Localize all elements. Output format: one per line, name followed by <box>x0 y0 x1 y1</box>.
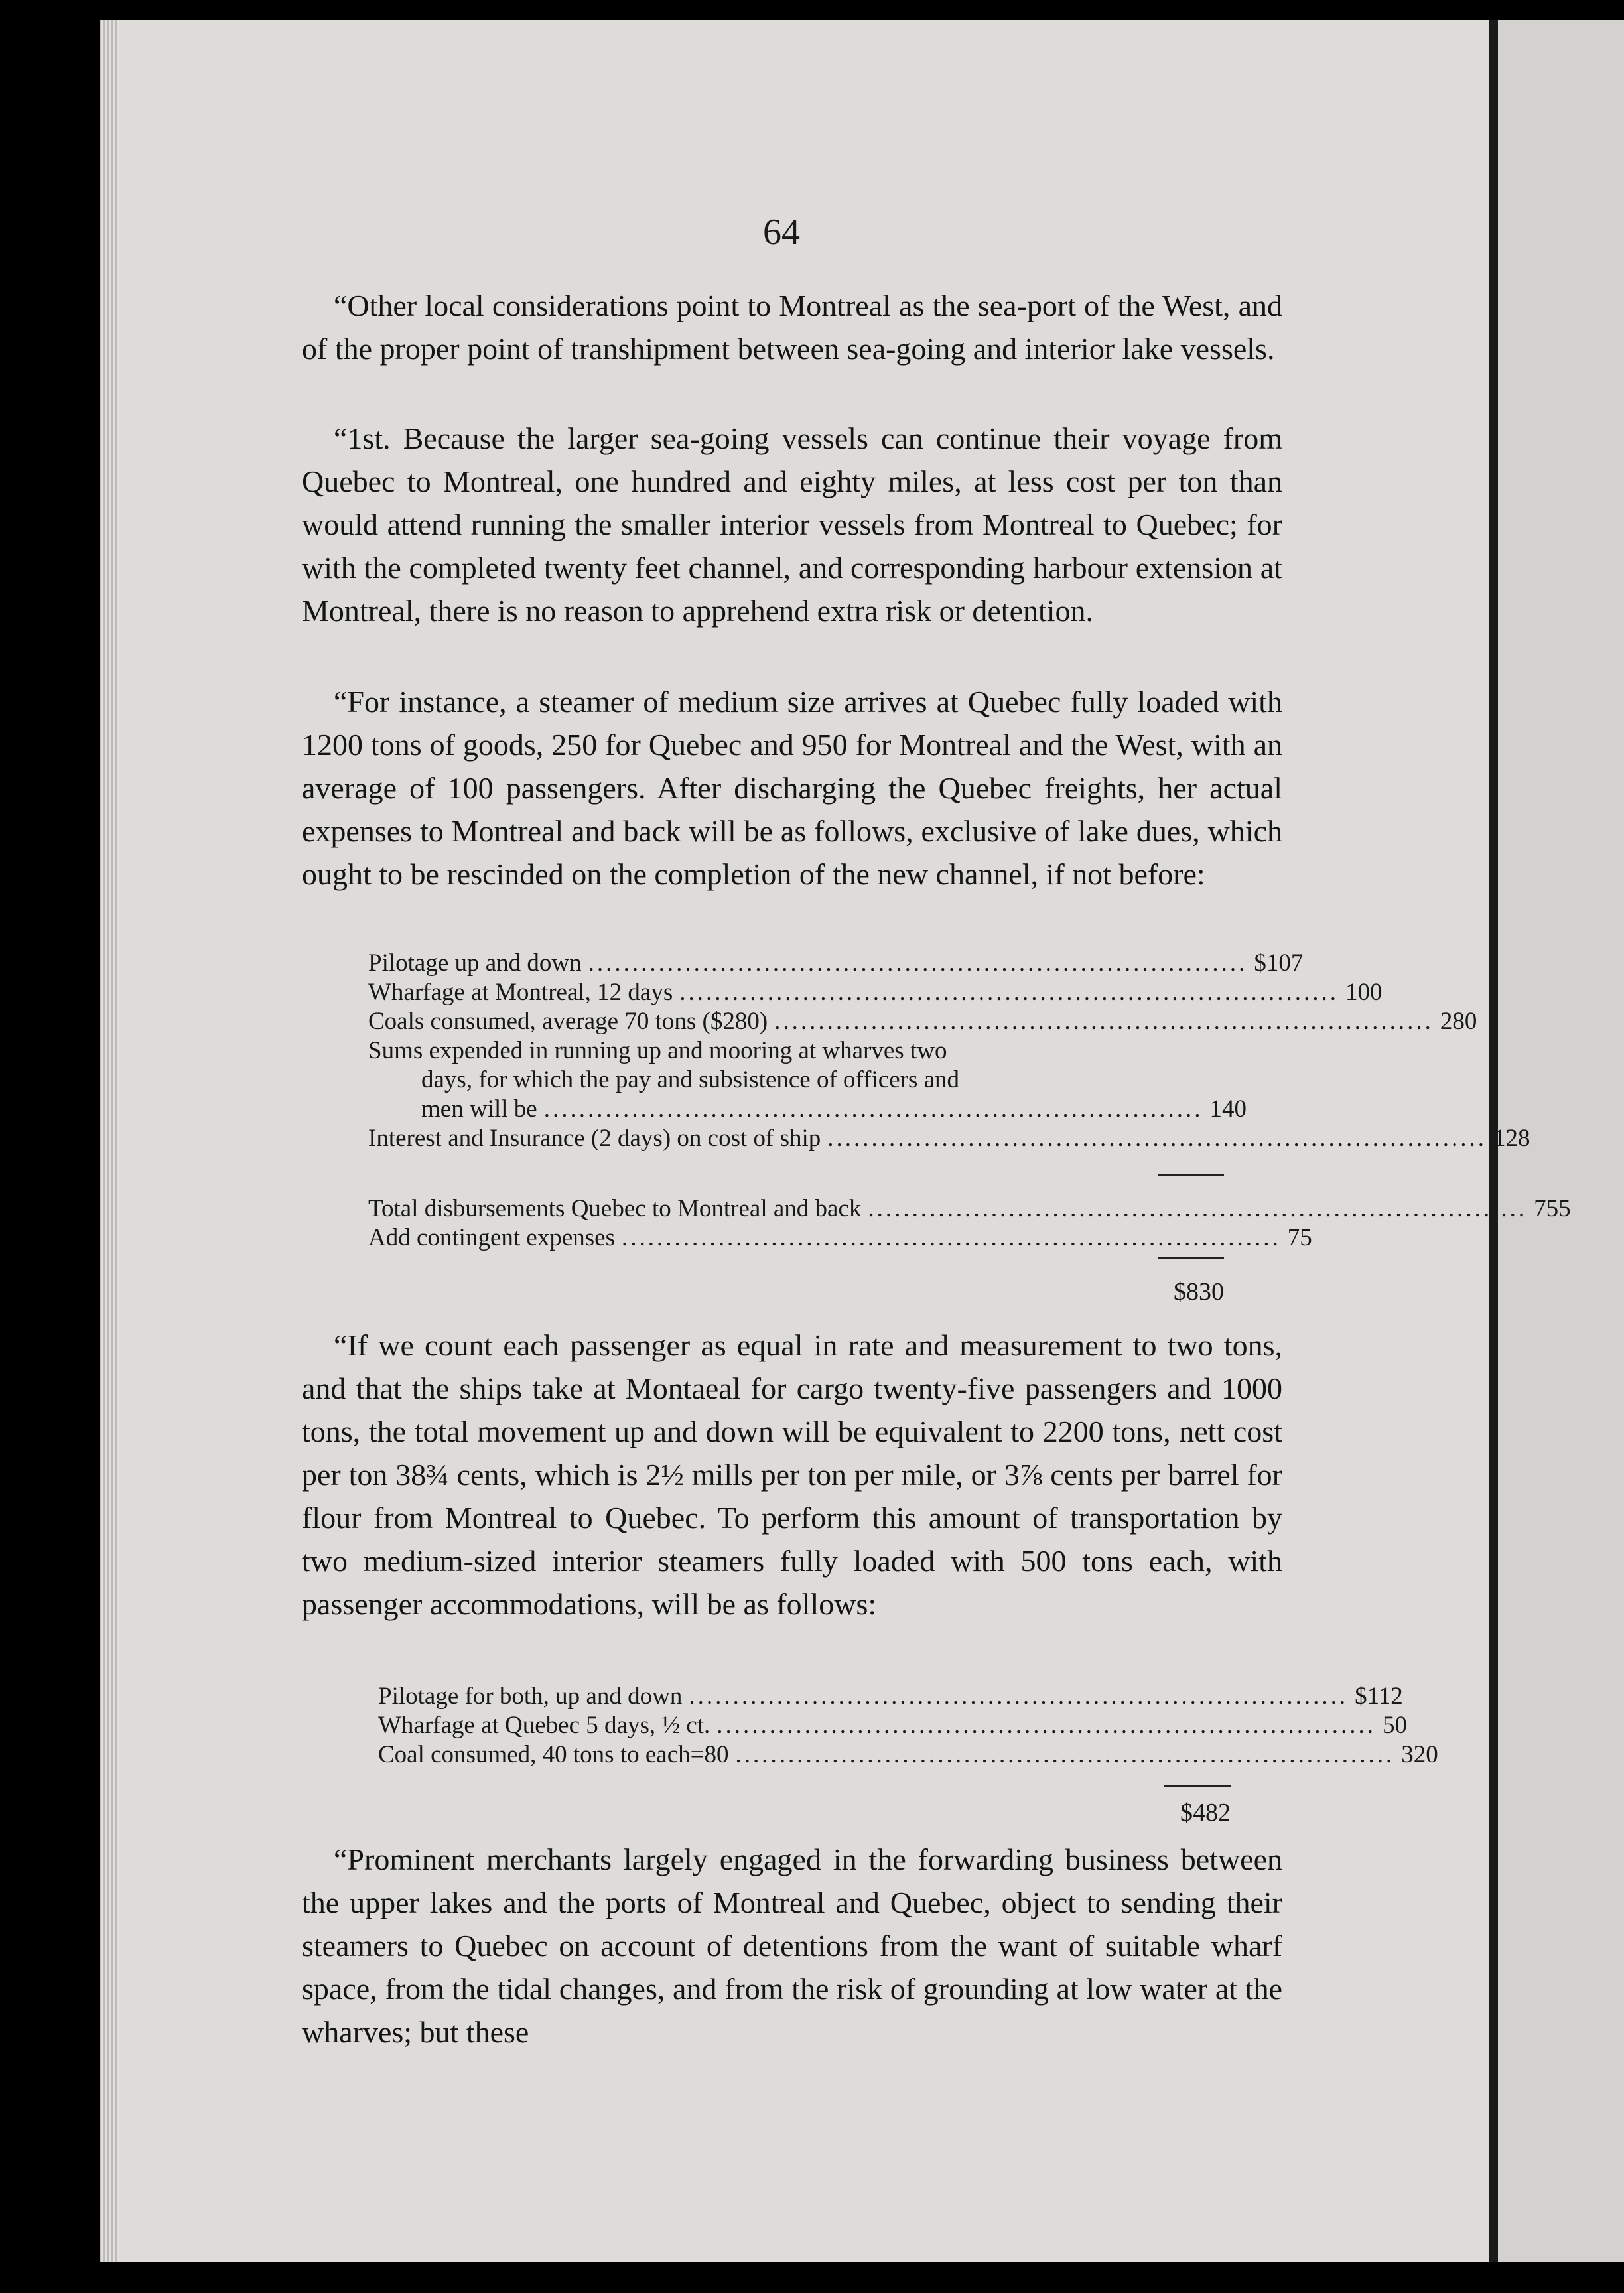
ledger-label: Wharfage at Quebec 5 days, ½ ct. <box>378 1712 710 1739</box>
ledger-amount: 50 <box>1383 1712 1408 1739</box>
ledger-label: Add contingent expenses <box>368 1224 615 1251</box>
ledger-label: Sums expended in running up and mooring at wharves two <box>368 1037 947 1064</box>
ledger-row <box>368 949 1304 978</box>
total-rule <box>1164 1785 1231 1787</box>
ledger-label: Coals consumed, average 70 tons ($280) <box>368 1008 768 1035</box>
leader-dots: ........................................................................... <box>716 1712 1377 1739</box>
leader-dots: ........................................................................... <box>543 1095 1203 1123</box>
expense-ledger-2 <box>378 1682 1438 1770</box>
ledger-row <box>368 1124 1530 1153</box>
ledger-row <box>368 1095 1247 1124</box>
ledger-amount: 75 <box>1287 1224 1312 1251</box>
ledger-row <box>368 1066 1231 1095</box>
ledger-amount: 100 <box>1345 979 1383 1006</box>
leader-dots: ........................................................................... <box>774 1008 1434 1035</box>
leader-dots: ........................................................................... <box>679 979 1339 1006</box>
ledger-label: Total disbursements Quebec to Montreal and back <box>368 1195 862 1222</box>
expense-ledger-1-totals <box>368 1194 1571 1253</box>
total-rule <box>1158 1257 1224 1259</box>
ledger-label: days, for which the pay and subsistence of officers and <box>421 1066 960 1093</box>
ledger-amount: 755 <box>1534 1195 1571 1222</box>
ledger-amount: 128 <box>1493 1125 1530 1152</box>
ledger-label: Pilotage for both, up and down <box>378 1683 683 1710</box>
paragraph-1: “Other local considerations point to Montreal as the sea-port of the West, and of the proper point of transhipment between sea-going and interior lake vessels. <box>302 289 1282 366</box>
ledger-label: Interest and Insurance (2 days) on cost of ship <box>368 1125 821 1152</box>
ledger-row <box>368 1223 1312 1253</box>
page-edges <box>100 20 119 2262</box>
paragraph-2: “1st. Because the larger sea-going vessels can continue their voyage from Quebec to Montreal, one hundred and eighty miles, at less cost per ton than would attend running the smaller interior vessels from Montreal to Quebec; for with the completed twenty feet channel, and corresponding harbour extension at Montreal, there is no reason to apprehend extra risk or detention. <box>302 421 1282 628</box>
ledger-row <box>378 1740 1438 1770</box>
ledger-amount: 320 <box>1401 1741 1438 1768</box>
ledger-row <box>368 1036 1231 1066</box>
leader-dots: ........................................................................... <box>621 1224 1281 1251</box>
expense-ledger-1 <box>368 949 1530 1153</box>
paragraph-4: “If we count each passenger as equal in rate and measurement to two tons, and that the ships take at Montaeal for cargo twenty-five passengers and 1000 tons, the total movement up and down will be equivalent to 2200 tons, nett cost per ton 38¾ cents, which is 2½ mills per ton per mile, or 3⅞ cents per barrel for flour from Montreal to Quebec. To perform this amount of transportation by two medium-sized interior steamers fully loaded with 500 tons each, with passenger accommodations, will be as follows: <box>302 1328 1282 1621</box>
ledger-grand-total: $482 <box>1180 1799 1231 1827</box>
ledger-label: Pilotage up and down <box>368 949 582 977</box>
page-number: 64 <box>763 212 800 253</box>
leader-dots: ........................................................................... <box>868 1195 1528 1222</box>
ledger-grand-total: $830 <box>1174 1278 1224 1306</box>
leader-dots: ........................................................................... <box>735 1741 1395 1768</box>
ledger-amount: 140 <box>1209 1095 1247 1123</box>
leader-dots: ........................................................................... <box>689 1683 1349 1710</box>
leader-dots: ........................................................................... <box>588 949 1248 977</box>
leader-dots: ........................................................................... <box>827 1125 1487 1152</box>
ledger-row <box>368 978 1383 1007</box>
paragraph-3: “For instance, a steamer of medium size arrives at Quebec fully loaded with 1200 tons of goods, 250 for Quebec and 950 for Montreal and the West, with an average of 100 passengers. After discharging the Quebec freights, her actual expenses to Montreal and back will be as follows, exclusive of lake dues, which ought to be rescinded on the completion of the new channel, if not before: <box>302 685 1282 891</box>
ledger-label: men will be <box>421 1095 537 1123</box>
ledger-row <box>378 1711 1408 1740</box>
ledger-label: Wharfage at Montreal, 12 days <box>368 979 673 1006</box>
ledger-amount: $112 <box>1355 1683 1403 1710</box>
ledger-total-row <box>368 1194 1571 1223</box>
ledger-row <box>378 1682 1403 1711</box>
ledger-row <box>368 1007 1477 1036</box>
subtotal-rule <box>1158 1174 1224 1176</box>
ledger-label: Coal consumed, 40 tons to each=80 <box>378 1741 729 1768</box>
ledger-amount: $107 <box>1254 949 1304 977</box>
paragraph-5: “Prominent merchants largely engaged in the forwarding business between the upper lakes and the ports of Montreal and Quebec, object to sending their steamers to Quebec on account of detentions from the want of suitable wharf space, from the tidal changes, and from the risk of grounding at low water at the wharves; but these <box>302 1842 1282 2049</box>
ledger-amount: 280 <box>1440 1008 1477 1035</box>
